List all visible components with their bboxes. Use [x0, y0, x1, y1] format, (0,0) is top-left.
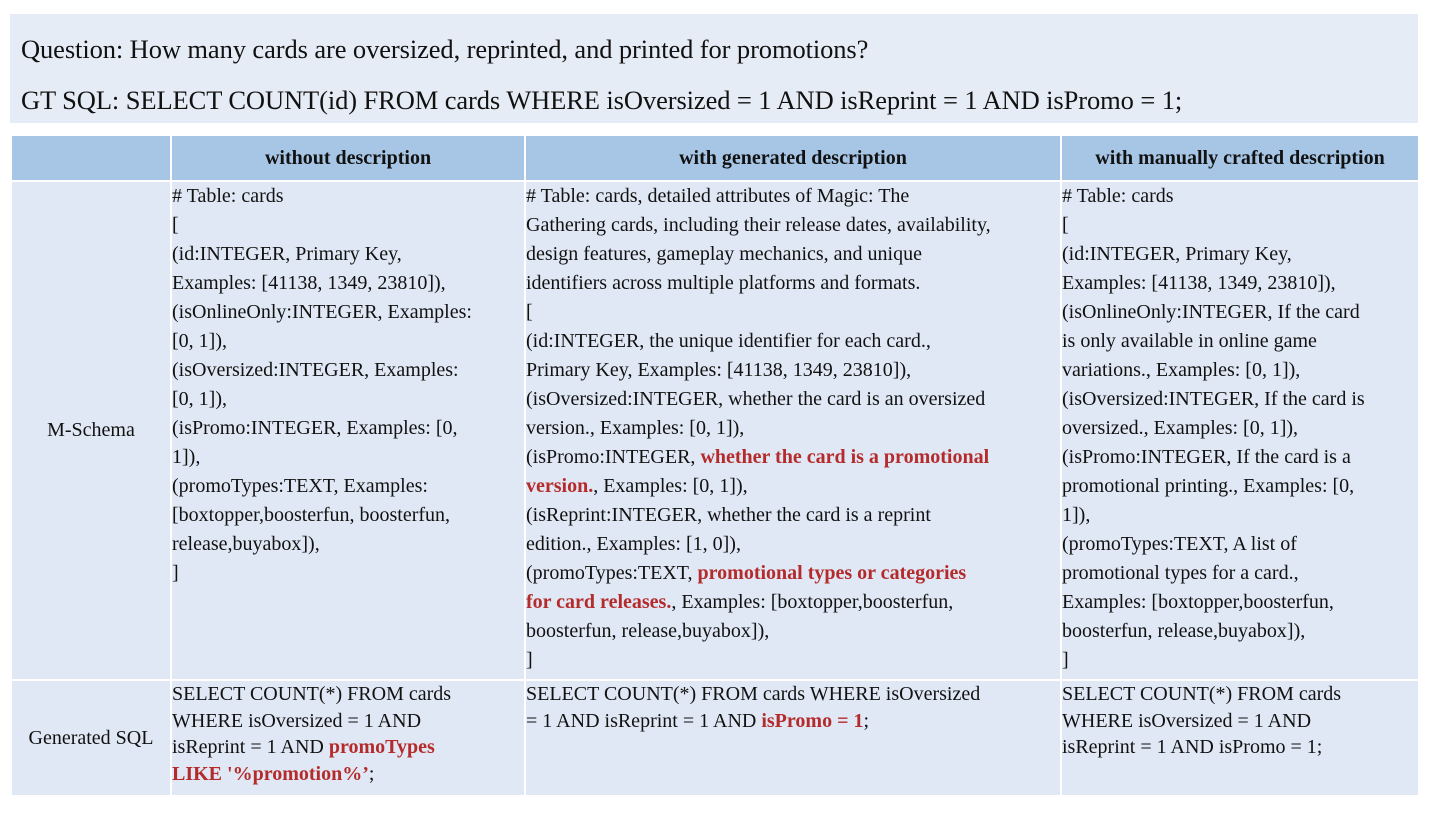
gt-sql-text: GT SQL: SELECT COUNT(id) FROM cards WHERE isOversized = 1 AND isReprint = 1 AND isPromo = 1; [21, 85, 1183, 115]
schema-line: 1]), [172, 446, 201, 468]
schema-line: is only available in online game [1062, 330, 1317, 352]
schema-line: (id:INTEGER, the unique identifier for each card., [526, 330, 931, 352]
schema-line: version., Examples: [0, 1]), [526, 417, 745, 439]
schema-line: # Table: cards [1062, 185, 1174, 207]
schema-line: (isReprint:INTEGER, whether the card is a reprint [526, 504, 931, 526]
highlight-text: isPromo = 1 [761, 709, 864, 732]
sql-line: isReprint = 1 AND isPromo = 1; [1062, 736, 1323, 758]
schema-text: (promoTypes:TEXT, [526, 562, 698, 584]
schema-line [526, 588, 1060, 617]
schema-line: [boxtopper,boosterfun, boosterfun, [172, 504, 451, 526]
sql-text: ; [863, 709, 870, 732]
schema-line: promotional printing., Examples: [0, [1062, 475, 1355, 497]
highlight-text: LIKE '%promotion%’ [172, 762, 369, 785]
schema-line: # Table: cards, detailed attributes of Magic: The [526, 185, 910, 207]
schema-text: , Examples: [boxtopper,boosterfun, [671, 591, 954, 613]
schema-line: [0, 1]), [172, 388, 227, 410]
sql-line: SELECT COUNT(*) FROM cards WHERE isOversized [526, 683, 981, 705]
highlight-text: for card releases. [526, 591, 672, 613]
schema-line: (promoTypes:TEXT, A list of [1062, 533, 1297, 555]
comparison-table [10, 134, 1420, 797]
schema-line [526, 443, 1060, 472]
schema-line [526, 559, 1060, 588]
sql-line: SELECT COUNT(*) FROM cards [172, 683, 452, 705]
schema-line: variations., Examples: [0, 1]), [1062, 359, 1301, 381]
schema-line: Examples: [boxtopper,boosterfun, [1062, 591, 1334, 613]
sql-text: = 1 AND isReprint = 1 AND [526, 709, 762, 732]
highlight-text: version. [526, 475, 594, 497]
schema-line: 1]), [1062, 504, 1091, 526]
schema-line: (id:INTEGER, Primary Key, [172, 243, 402, 265]
schema-line: [ [172, 214, 179, 236]
schema-text: (isPromo:INTEGER, [526, 446, 701, 468]
sql-without-cell [171, 680, 525, 796]
sql-text: isReprint = 1 AND [172, 736, 329, 758]
header-manual-description: with manually crafted description [1061, 135, 1419, 181]
schema-without-cell [171, 181, 525, 680]
sql-text: ; [368, 762, 375, 785]
highlight-text: promoTypes [328, 736, 435, 758]
schema-line: (isPromo:INTEGER, If the card is a [1062, 446, 1351, 468]
sql-generated-cell [525, 680, 1061, 796]
sql-line [526, 708, 1060, 735]
header-generated-description: with generated description [525, 135, 1061, 181]
row-label-generated-sql: Generated SQL [11, 680, 171, 796]
schema-line: (promoTypes:TEXT, Examples: [172, 475, 428, 497]
generated-sql-row [11, 680, 1419, 796]
sql-line [172, 734, 524, 761]
schema-line: (id:INTEGER, Primary Key, [1062, 243, 1292, 265]
sql-line [172, 761, 524, 788]
schema-line: promotional types for a card., [1062, 562, 1299, 584]
schema-line: Examples: [41138, 1349, 23810]), [172, 272, 446, 294]
schema-line: [ [1062, 214, 1069, 236]
schema-row [11, 181, 1419, 680]
schema-line: ] [172, 562, 179, 584]
schema-line: boosterfun, release,buyabox]), [526, 620, 770, 642]
header-without-description: without description [171, 135, 525, 181]
schema-text: , Examples: [0, 1]), [593, 475, 748, 497]
row-label-schema: M-Schema [11, 181, 171, 680]
schema-line: [0, 1]), [172, 330, 227, 352]
schema-line: # Table: cards [172, 185, 284, 207]
schema-line: (isPromo:INTEGER, Examples: [0, [172, 417, 458, 439]
highlight-text: promotional types or categories [697, 562, 967, 584]
header-blank [11, 135, 171, 181]
header-row [11, 135, 1419, 181]
schema-manual-cell [1061, 181, 1419, 680]
schema-line: (isOversized:INTEGER, If the card is [1062, 388, 1365, 410]
schema-line: (isOnlineOnly:INTEGER, If the card [1062, 301, 1360, 323]
highlight-text: whether the card is a promotional [700, 446, 990, 468]
schema-line: Primary Key, Examples: [41138, 1349, 23810]), [526, 359, 912, 381]
schema-line: (isOnlineOnly:INTEGER, Examples: [172, 301, 472, 323]
schema-line: Examples: [41138, 1349, 23810]), [1062, 272, 1336, 294]
schema-line: (isOversized:INTEGER, whether the card is an oversized [526, 388, 986, 410]
schema-line: design features, gameplay mechanics, and unique [526, 243, 922, 265]
schema-line [526, 472, 1060, 501]
sql-manual-cell [1061, 680, 1419, 796]
schema-line: Gathering cards, including their release dates, availability, [526, 214, 991, 236]
question-text: Question: How many cards are oversized, reprinted, and printed for promotions? [21, 34, 869, 64]
sql-line: SELECT COUNT(*) FROM cards [1062, 683, 1342, 705]
schema-line: release,buyabox]), [172, 533, 320, 555]
schema-generated-cell [525, 181, 1061, 680]
schema-line: edition., Examples: [1, 0]), [526, 533, 741, 555]
question-box [10, 14, 1418, 123]
schema-line: identifiers across multiple platforms and formats. [526, 272, 921, 294]
sql-line: WHERE isOversized = 1 AND [172, 709, 422, 732]
schema-line: boosterfun, release,buyabox]), [1062, 620, 1306, 642]
schema-line: ] [1062, 649, 1069, 671]
schema-line: oversized., Examples: [0, 1]), [1062, 417, 1299, 439]
schema-line: [ [526, 301, 533, 323]
sql-line: WHERE isOversized = 1 AND [1062, 709, 1312, 732]
schema-line: (isOversized:INTEGER, Examples: [172, 359, 459, 381]
schema-line: ] [526, 649, 533, 671]
